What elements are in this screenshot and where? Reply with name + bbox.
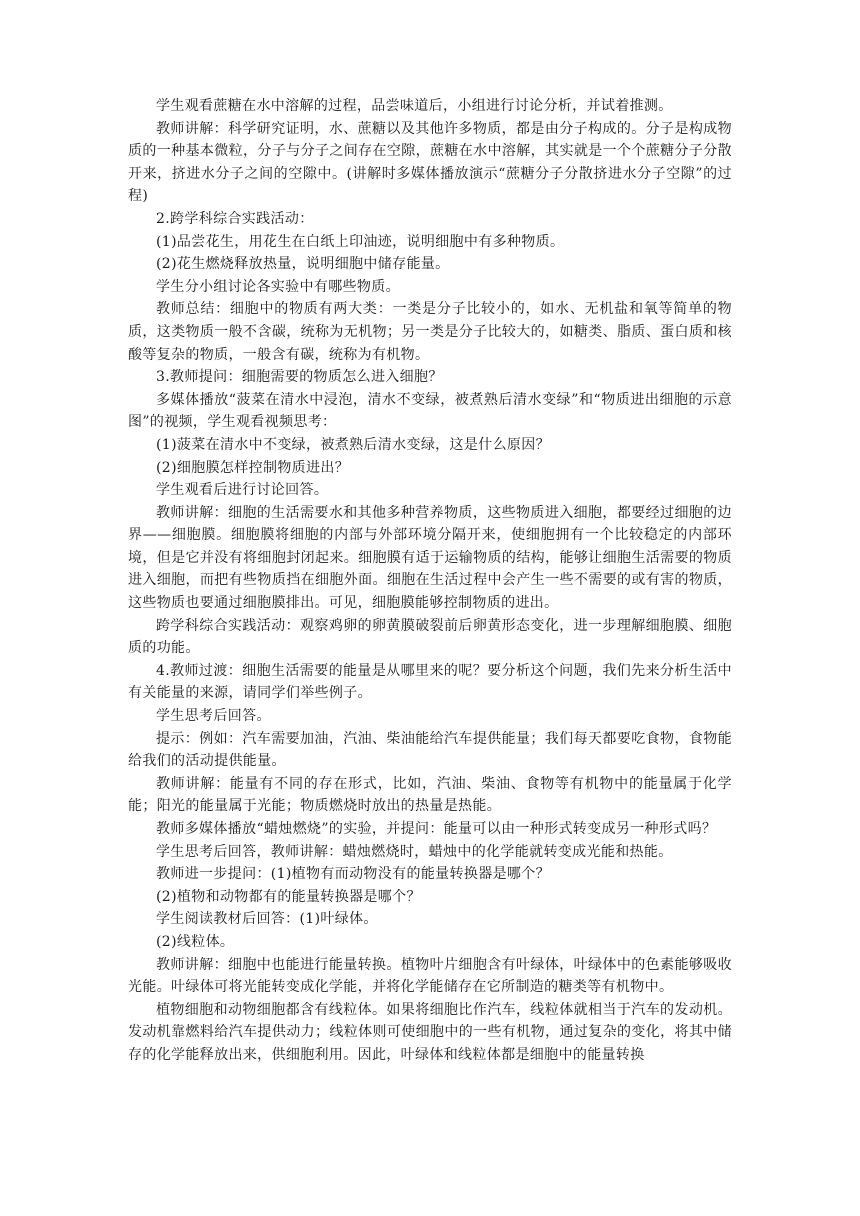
paragraph: 教师多媒体播放“蜡烛燃烧”的实验，并提问：能量可以由一种形式转变成另一种形式吗？ [156,821,717,837]
paragraph: 学生思考后回答。 [156,708,271,725]
paragraph: 教师讲解：能量有不同的存在形式，比如，汽油、柴油、食物等有机物中的能量属于化学能；阳光的能量属于光能；物质燃烧时放出的热量是热能。 [128,775,732,815]
paragraph: 植物细胞和动物细胞都含有线粒体。如果将细胞比作汽车，线粒体就相当于汽车的发动机。发动机靠燃料给汽车提供动力；线粒体则可使细胞中的一些有机物，通过复杂的变化，将其中储存的化学能释放出来，供细胞利用。因此，叶绿体和线粒体都是细胞中的能量转换 [128,1001,732,1063]
paragraph: 教师总结：细胞中的物质有两大类：一类是分子比较小的，如水、无机盐和氧等简单的物质，这类物质一般不含碳，统称为无机物；另一类是分子比较大的，如糖类、脂质、蛋白质和核酸等复杂的物质，一般含有碳，统称为有机物。 [128,301,732,363]
paragraph: 学生阅读教材后回答：(1)叶绿体。 [156,911,378,928]
paragraph: (1)品尝花生，用花生在白纸上印油迹，说明细胞中有多种物质。 [156,233,565,250]
paragraph: 学生观看后进行讨论回答。 [156,482,329,499]
paragraph: (2)植物和动物都有的能量转换器是哪个？ [156,888,421,905]
paragraph: (2)花生燃烧释放热量，说明细胞中储存能量。 [156,256,450,273]
paragraph: 2.跨学科综合实践活动： [156,210,314,227]
paragraph: 跨学科综合实践活动：观察鸡卵的卵黄膜破裂前后卵黄形态变化，进一步理解细胞膜、细胞质的功能。 [128,617,732,657]
document-body [128,95,732,1067]
paragraph: 学生思考后回答，教师讲解：蜡烛燃烧时，蜡烛中的化学能就转变成光能和热能。 [156,843,673,860]
paragraph: 教师讲解：细胞中也能进行能量转换。植物叶片细胞含有叶绿体，叶绿体中的色素能够吸收光能。叶绿体可将光能转变成化学能，并将化学能储存在它所制造的糖类等有机物中。 [128,956,732,996]
paragraph: 教师讲解：科学研究证明，水、蔗糖以及其他许多物质，都是由分子构成的。分子是构成物质的一种基本微粒，分子与分子之间存在空隙，蔗糖在水中溶解，其实就是一个个蔗糖分子分散开来，挤进水分子之间的空隙中。(讲解时多媒体播放演示“蔗糖分子分散挤进水分子空隙”的过程) [128,120,732,205]
paragraph: (2)细胞膜怎样控制物质进出？ [156,459,350,476]
paragraph: 3.教师提问：细胞需要的物质怎么进入细胞？ [156,369,443,386]
paragraph: 4.教师过渡：细胞生活需要的能量是从哪里来的呢？要分析这个问题，我们先来分析生活中有关能量的来源，请同学们举些例子。 [128,662,732,702]
paragraph: (2)线粒体。 [156,933,235,950]
paragraph: (1)菠菜在清水中不变绿，被煮熟后清水变绿，这是什么原因？ [156,436,550,453]
paragraph: 教师讲解：细胞的生活需要水和其他多种营养物质，这些物质进入细胞，都要经过细胞的边界——细胞膜。细胞膜将细胞的内部与外部环境分隔开来，使细胞拥有一个比较稳定的内部环境，但是它并没有将细胞封闭起来。细胞膜有适于运输物质的结构，能够让细胞生活需要的物质进入细胞，而把有些物质挡在细胞外面。细胞在生活过程中会产生一些不需要的或有害的物质，这些物质也要通过细胞膜排出。可见，细胞膜能够控制物质的进出。 [128,504,732,612]
paragraph: 多媒体播放“菠菜在清水中浸泡，清水不变绿，被煮熟后清水变绿”和“物质进出细胞的示意图”的视频，学生观看视频思考： [128,391,732,431]
paragraph: 提示：例如：汽车需要加油，汽油、柴油能给汽车提供能量；我们每天都要吃食物，食物能给我们的活动提供能量。 [128,730,732,770]
paragraph: 学生观看蔗糖在水中溶解的过程，品尝味道后，小组进行讨论分析，并试着推测。 [156,98,673,114]
paragraph: 学生分小组讨论各实验中有哪些物质。 [156,278,400,295]
paragraph: 教师进一步提问：(1)植物有而动物没有的能量转换器是哪个？ [156,866,550,883]
